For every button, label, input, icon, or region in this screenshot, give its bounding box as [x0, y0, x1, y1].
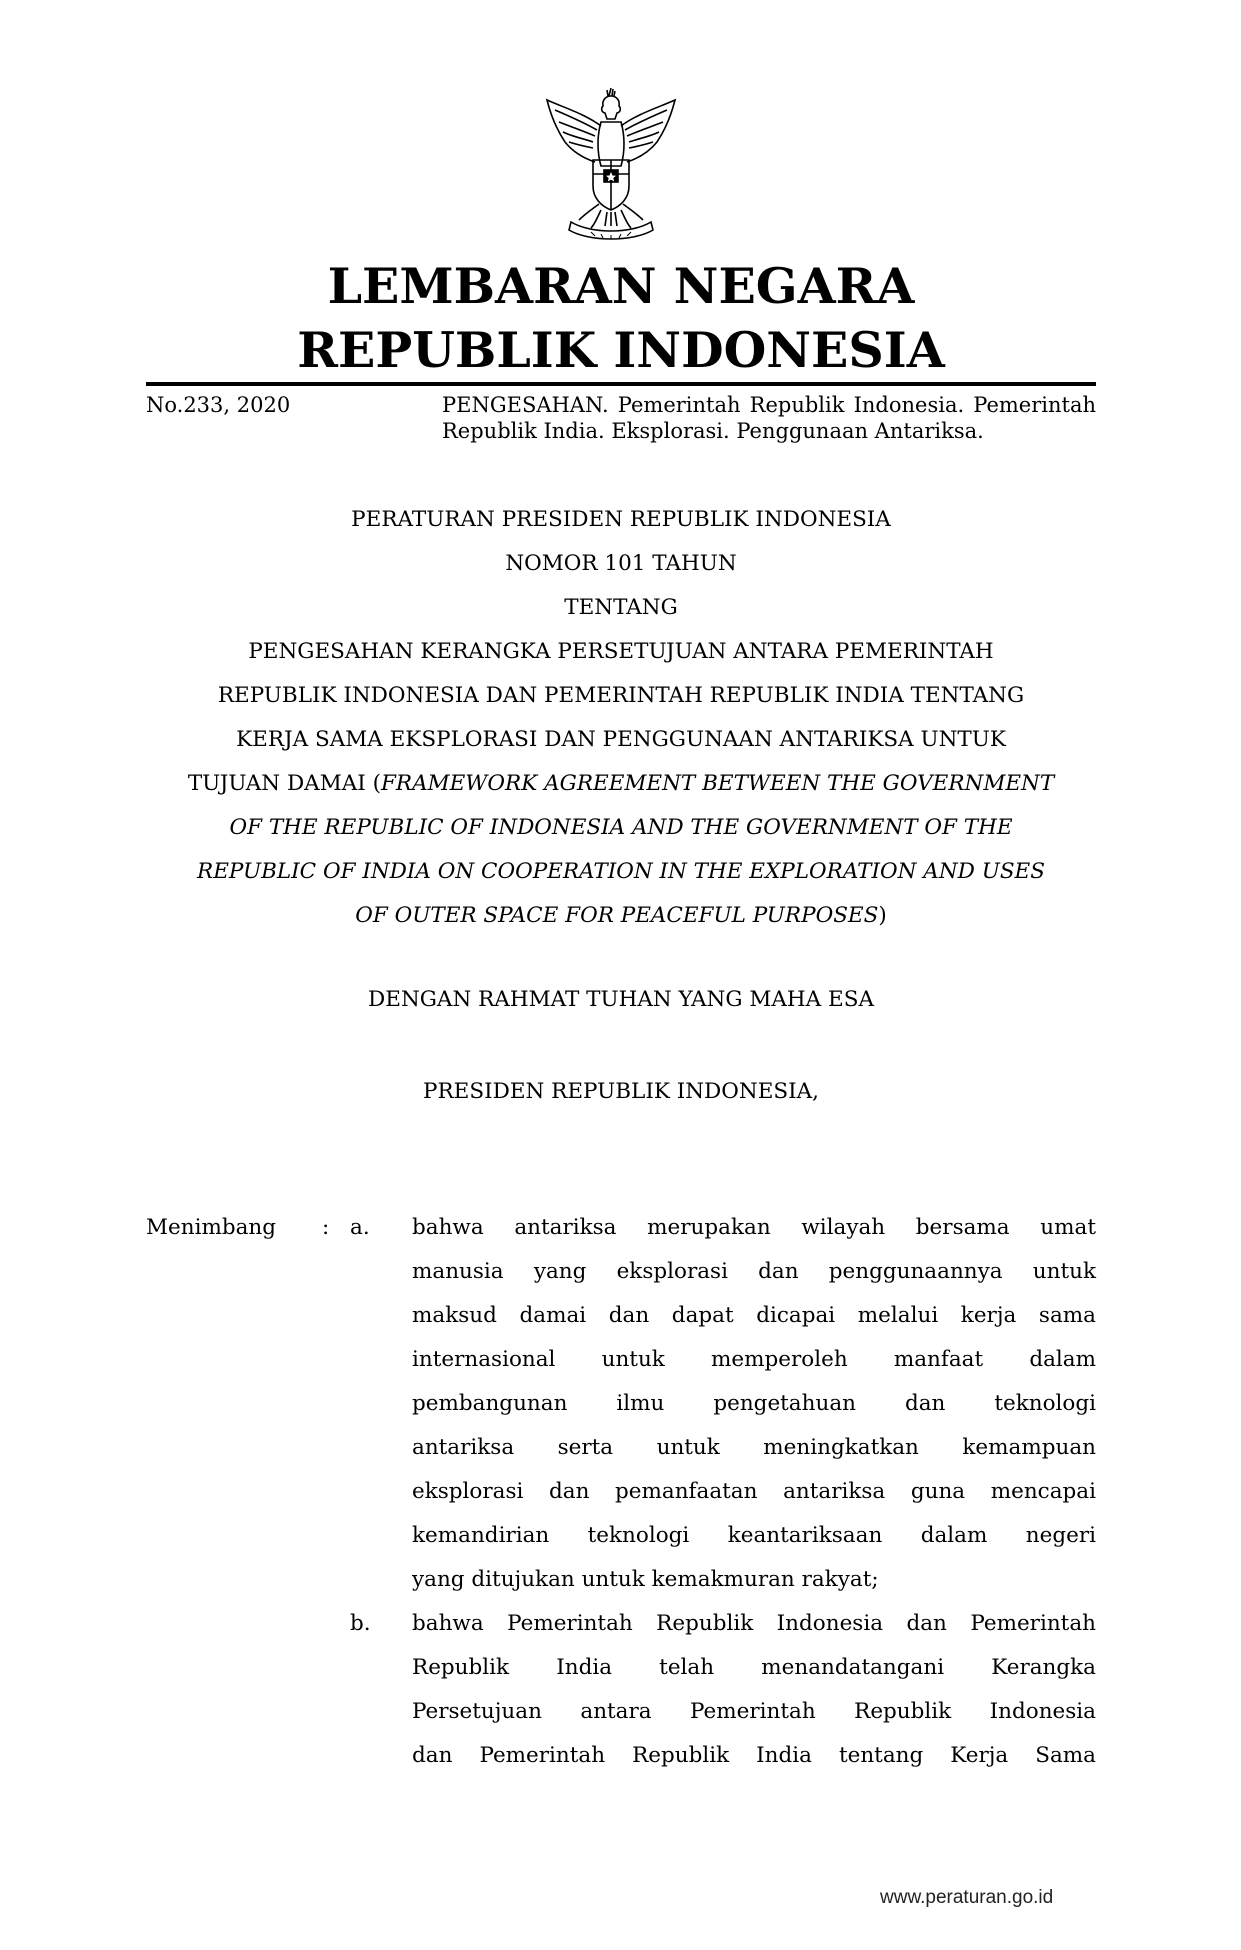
regulation-subject-line: PENGESAHAN KERANGKA PERSETUJUAN ANTARA PEMERINTAH — [248, 639, 994, 664]
subject-english-title-end: OF OUTER SPACE FOR PEACEFUL PURPOSES — [355, 903, 879, 928]
regulation-subject-line — [146, 762, 1096, 806]
item-marker: b. — [350, 1611, 371, 1636]
regulation-subject-line: KERJA SAMA EKSPLORASI DAN PENGGUNAAN ANTARIKSA UNTUK — [236, 727, 1006, 752]
item-line: dan Pemerintah Republik India tentang Kerja Sama — [412, 1743, 1096, 1768]
item-line: bahwa antariksa merupakan wilayah bersama umat — [412, 1215, 1096, 1240]
regulation-subject-line: OF THE REPUBLIC OF INDONESIA AND THE GOVERNMENT OF THE — [229, 815, 1013, 840]
item-line: Republik India telah menandatangani Kerangka — [412, 1655, 1096, 1680]
considerations-label: Menimbang — [146, 1215, 277, 1240]
item-marker: a. — [350, 1215, 370, 1240]
masthead-divider — [146, 382, 1096, 386]
item-line: internasional untuk memperoleh manfaat dalam — [412, 1347, 1096, 1372]
regulation-number: NOMOR 101 TAHUN — [505, 551, 737, 576]
item-line: eksplorasi dan pemanfaatan antariksa guna mencapai — [412, 1479, 1096, 1504]
item-line: antariksa serta untuk meningkatkan kemampuan — [412, 1435, 1096, 1460]
subject-prefix: TUJUAN DAMAI ( — [187, 771, 381, 796]
garuda-emblem-icon — [535, 86, 687, 246]
item-line: yang ditujukan untuk kemakmuran rakyat; — [412, 1567, 879, 1592]
regulation-title: PERATURAN PRESIDEN REPUBLIK INDONESIA — [351, 507, 891, 532]
item-line: bahwa Pemerintah Republik Indonesia dan Pemerintah — [412, 1611, 1096, 1636]
gazette-number: No.233, 2020 — [146, 393, 291, 417]
item-line: kemandirian teknologi keantariksaan dalam negeri — [412, 1523, 1096, 1548]
considerations-colon: : — [322, 1215, 330, 1240]
masthead-title-line2: REPUBLIK INDONESIA — [297, 321, 945, 379]
subject-english-title: FRAMEWORK AGREEMENT BETWEEN THE GOVERNMENT — [380, 771, 1055, 796]
preamble-blessing: DENGAN RAHMAT TUHAN YANG MAHA ESA — [368, 987, 874, 1012]
regulation-heading — [146, 498, 1096, 938]
footer-url: www.peraturan.go.id — [880, 1887, 1054, 1908]
item-line: manusia yang eksplorasi dan penggunaannya untuk — [412, 1259, 1096, 1284]
subject-suffix: ) — [878, 903, 887, 928]
masthead-title-line1: LEMBARAN NEGARA — [327, 257, 915, 315]
regulation-tentang: TENTANG — [564, 595, 678, 620]
preamble-president: PRESIDEN REPUBLIK INDONESIA, — [423, 1079, 819, 1104]
consideration-item-a — [412, 1206, 1096, 1602]
regulation-subject-line: REPUBLIC OF INDIA ON COOPERATION IN THE EXPLORATION AND USES — [197, 859, 1045, 884]
gazette-description: PENGESAHAN. Pemerintah Republik Indonesia. Pemerintah Republik India. Eksplorasi. Penggunaan Antariksa. — [442, 393, 1096, 443]
consideration-item-b — [412, 1602, 1096, 1778]
item-line: Persetujuan antara Pemerintah Republik Indonesia — [412, 1699, 1096, 1724]
regulation-subject-line — [146, 894, 1096, 938]
item-line: maksud damai dan dapat dicapai melalui kerja sama — [412, 1303, 1096, 1328]
regulation-subject-line: REPUBLIK INDONESIA DAN PEMERINTAH REPUBLIK INDIA TENTANG — [217, 683, 1025, 708]
item-line: pembangunan ilmu pengetahuan dan teknologi — [412, 1391, 1096, 1416]
